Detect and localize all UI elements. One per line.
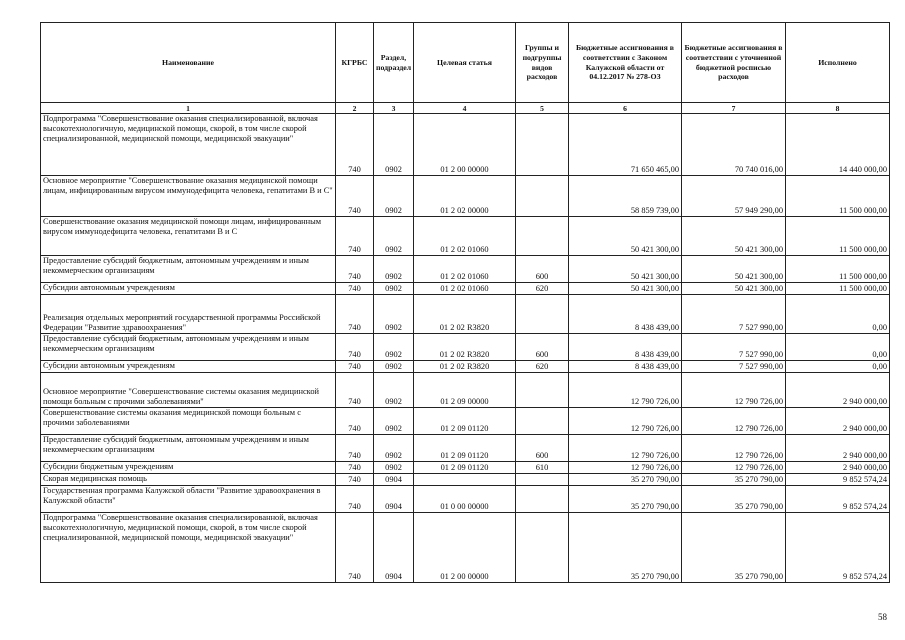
header-updated-allocations: Бюджетные ассигнования в соответствии с уточненной бюджетной росписью расходов — [682, 23, 786, 103]
row-group: 600 — [516, 334, 569, 361]
header-executed: Исполнено — [786, 23, 890, 103]
row-law-amount: 12 790 726,00 — [569, 462, 682, 474]
row-target: 01 0 00 00000 — [414, 486, 516, 513]
row-updated-amount: 12 790 726,00 — [682, 462, 786, 474]
row-executed-amount: 11 500 000,00 — [786, 283, 890, 295]
row-target — [414, 474, 516, 486]
row-law-amount: 50 421 300,00 — [569, 217, 682, 256]
row-updated-amount: 50 421 300,00 — [682, 217, 786, 256]
header-section: Раздел, подраздел — [374, 23, 414, 103]
row-law-amount: 35 270 790,00 — [569, 486, 682, 513]
row-kgrbs: 740 — [336, 474, 374, 486]
row-target: 01 2 09 01120 — [414, 435, 516, 462]
row-updated-amount: 70 740 016,00 — [682, 114, 786, 176]
row-group — [516, 114, 569, 176]
row-law-amount: 12 790 726,00 — [569, 408, 682, 435]
row-kgrbs: 740 — [336, 114, 374, 176]
row-section: 0904 — [374, 513, 414, 583]
row-law-amount: 8 438 439,00 — [569, 361, 682, 373]
row-section: 0902 — [374, 176, 414, 217]
row-target: 01 2 02 R3820 — [414, 295, 516, 334]
header-kgrbs: КГРБС — [336, 23, 374, 103]
row-name: Субсидии бюджетным учреждениям — [41, 462, 336, 474]
row-law-amount: 12 790 726,00 — [569, 435, 682, 462]
column-number: 4 — [414, 103, 516, 114]
row-section: 0902 — [374, 462, 414, 474]
row-law-amount: 71 650 465,00 — [569, 114, 682, 176]
row-executed-amount: 2 940 000,00 — [786, 462, 890, 474]
row-name: Предоставление субсидий бюджетным, автономным учреждениям и иным некоммерческим организациям — [41, 435, 336, 462]
table-row — [41, 435, 890, 462]
budget-table — [40, 22, 890, 583]
row-kgrbs: 740 — [336, 486, 374, 513]
row-target: 01 2 02 R3820 — [414, 334, 516, 361]
row-group — [516, 408, 569, 435]
row-target: 01 2 02 01060 — [414, 283, 516, 295]
row-kgrbs: 740 — [336, 373, 374, 408]
row-section: 0902 — [374, 217, 414, 256]
table-row — [41, 217, 890, 256]
row-law-amount: 50 421 300,00 — [569, 256, 682, 283]
row-group — [516, 295, 569, 334]
row-updated-amount: 12 790 726,00 — [682, 435, 786, 462]
row-executed-amount: 14 440 000,00 — [786, 114, 890, 176]
row-updated-amount: 57 949 290,00 — [682, 176, 786, 217]
table-row — [41, 486, 890, 513]
row-kgrbs: 740 — [336, 435, 374, 462]
table-row — [41, 474, 890, 486]
page-number: 58 — [878, 612, 887, 622]
row-law-amount: 12 790 726,00 — [569, 373, 682, 408]
row-kgrbs: 740 — [336, 295, 374, 334]
row-kgrbs: 740 — [336, 283, 374, 295]
row-kgrbs: 740 — [336, 334, 374, 361]
row-name: Основное мероприятие "Совершенствование системы оказания медицинской помощи больным с прочими заболеваниями" — [41, 373, 336, 408]
row-updated-amount: 7 527 990,00 — [682, 334, 786, 361]
row-group: 610 — [516, 462, 569, 474]
row-kgrbs: 740 — [336, 513, 374, 583]
row-name: Совершенствование оказания медицинской помощи лицам, инфицированным вирусом иммунодефицита человека, гепатитами В и С — [41, 217, 336, 256]
row-section: 0902 — [374, 256, 414, 283]
row-section: 0904 — [374, 474, 414, 486]
row-updated-amount: 7 527 990,00 — [682, 295, 786, 334]
row-law-amount: 50 421 300,00 — [569, 283, 682, 295]
row-executed-amount: 0,00 — [786, 334, 890, 361]
row-name: Субсидии автономным учреждениям — [41, 283, 336, 295]
row-target: 01 2 00 00000 — [414, 513, 516, 583]
table-row — [41, 334, 890, 361]
table-row — [41, 283, 890, 295]
row-executed-amount: 2 940 000,00 — [786, 435, 890, 462]
row-updated-amount: 50 421 300,00 — [682, 283, 786, 295]
row-section: 0902 — [374, 408, 414, 435]
row-updated-amount: 35 270 790,00 — [682, 474, 786, 486]
row-kgrbs: 740 — [336, 361, 374, 373]
row-target: 01 2 02 01060 — [414, 256, 516, 283]
row-name: Совершенствование системы оказания медицинской помощи больным с прочими заболеваниями — [41, 408, 336, 435]
row-target: 01 2 09 00000 — [414, 373, 516, 408]
row-group — [516, 474, 569, 486]
row-name: Субсидии автономным учреждениям — [41, 361, 336, 373]
row-updated-amount: 12 790 726,00 — [682, 373, 786, 408]
row-name: Подпрограмма "Совершенствование оказания специализированной, включая высокотехнологичную, медицинской помощи, скорой, в том числе скорой специализированной, медицинской помощи, медицинской эвакуации" — [41, 513, 336, 583]
row-executed-amount: 2 940 000,00 — [786, 373, 890, 408]
row-name: Реализация отдельных мероприятий государственной программы Российской Федерации "Развитие здравоохранения" — [41, 295, 336, 334]
header-law-allocations: Бюджетные ассигнования в соответствии с Законом Калужской области от 04.12.2017 № 278-ОЗ — [569, 23, 682, 103]
row-updated-amount: 12 790 726,00 — [682, 408, 786, 435]
column-number: 7 — [682, 103, 786, 114]
row-executed-amount: 11 500 000,00 — [786, 256, 890, 283]
row-target: 01 2 02 R3820 — [414, 361, 516, 373]
row-kgrbs: 740 — [336, 256, 374, 283]
row-section: 0902 — [374, 334, 414, 361]
row-section: 0902 — [374, 114, 414, 176]
row-target: 01 2 02 01060 — [414, 217, 516, 256]
row-target: 01 2 02 00000 — [414, 176, 516, 217]
table-row — [41, 462, 890, 474]
header-target: Целевая статья — [414, 23, 516, 103]
row-group — [516, 513, 569, 583]
column-number: 3 — [374, 103, 414, 114]
table-row — [41, 408, 890, 435]
row-name: Государственная программа Калужской области "Развитие здравоохранения в Калужской области" — [41, 486, 336, 513]
row-kgrbs: 740 — [336, 408, 374, 435]
row-law-amount: 8 438 439,00 — [569, 334, 682, 361]
row-updated-amount: 50 421 300,00 — [682, 256, 786, 283]
row-executed-amount: 9 852 574,24 — [786, 513, 890, 583]
row-name: Предоставление субсидий бюджетным, автономным учреждениям и иным некоммерческим организациям — [41, 256, 336, 283]
row-group: 600 — [516, 435, 569, 462]
row-executed-amount: 9 852 574,24 — [786, 474, 890, 486]
row-executed-amount: 11 500 000,00 — [786, 176, 890, 217]
row-group: 620 — [516, 283, 569, 295]
table-row — [41, 256, 890, 283]
row-section: 0902 — [374, 435, 414, 462]
column-number: 1 — [41, 103, 336, 114]
table-row — [41, 114, 890, 176]
column-number: 8 — [786, 103, 890, 114]
row-executed-amount: 0,00 — [786, 295, 890, 334]
row-target: 01 2 00 00000 — [414, 114, 516, 176]
row-target: 01 2 09 01120 — [414, 408, 516, 435]
table-row — [41, 361, 890, 373]
header-groups: Группы и подгруппы видов расходов — [516, 23, 569, 103]
row-group — [516, 217, 569, 256]
header-row — [41, 23, 890, 103]
row-section: 0902 — [374, 361, 414, 373]
row-kgrbs: 740 — [336, 176, 374, 217]
row-law-amount: 35 270 790,00 — [569, 513, 682, 583]
row-updated-amount: 35 270 790,00 — [682, 486, 786, 513]
row-executed-amount: 9 852 574,24 — [786, 486, 890, 513]
row-law-amount: 35 270 790,00 — [569, 474, 682, 486]
row-updated-amount: 35 270 790,00 — [682, 513, 786, 583]
row-name: Подпрограмма "Совершенствование оказания специализированной, включая высокотехнологичную, медицинской помощи, скорой, в том числе скорой специализированной, медицинской помощи, медицинской эвакуации" — [41, 114, 336, 176]
table-row — [41, 176, 890, 217]
row-executed-amount: 2 940 000,00 — [786, 408, 890, 435]
row-updated-amount: 7 527 990,00 — [682, 361, 786, 373]
row-group: 600 — [516, 256, 569, 283]
row-name: Скорая медицинская помощь — [41, 474, 336, 486]
table-row — [41, 295, 890, 334]
row-group — [516, 176, 569, 217]
table-row — [41, 373, 890, 408]
row-section: 0902 — [374, 373, 414, 408]
row-section: 0902 — [374, 295, 414, 334]
row-executed-amount: 0,00 — [786, 361, 890, 373]
row-group — [516, 373, 569, 408]
row-name: Основное мероприятие "Совершенствование оказания медицинской помощи лицам, инфицированным вирусом иммунодефицита человека, гепатитами В и С" — [41, 176, 336, 217]
row-section: 0902 — [374, 283, 414, 295]
row-name: Предоставление субсидий бюджетным, автономным учреждениям и иным некоммерческим организациям — [41, 334, 336, 361]
column-number: 6 — [569, 103, 682, 114]
row-law-amount: 8 438 439,00 — [569, 295, 682, 334]
row-kgrbs: 740 — [336, 462, 374, 474]
row-group — [516, 486, 569, 513]
column-number: 5 — [516, 103, 569, 114]
header-name: Наименование — [41, 23, 336, 103]
row-section: 0904 — [374, 486, 414, 513]
column-number: 2 — [336, 103, 374, 114]
row-kgrbs: 740 — [336, 217, 374, 256]
table-row — [41, 513, 890, 583]
row-group: 620 — [516, 361, 569, 373]
row-executed-amount: 11 500 000,00 — [786, 217, 890, 256]
row-target: 01 2 09 01120 — [414, 462, 516, 474]
column-number-row — [41, 103, 890, 114]
row-law-amount: 58 859 739,00 — [569, 176, 682, 217]
